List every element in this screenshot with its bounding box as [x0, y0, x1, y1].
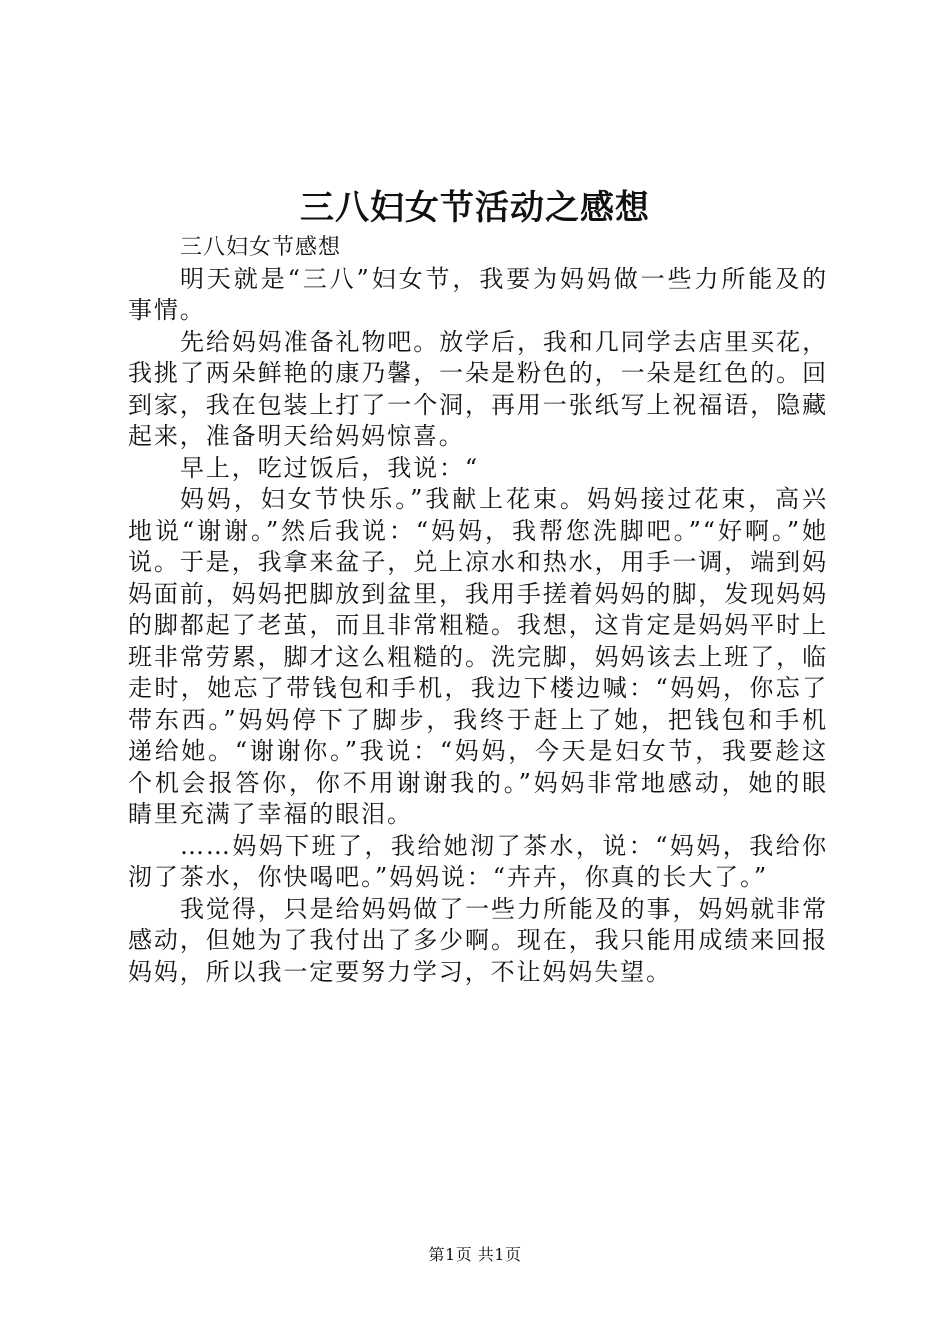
document-subtitle: 三八妇女节感想: [180, 235, 342, 260]
document-title: 三八妇女节活动之感想: [300, 188, 650, 228]
paragraph: 明天就是“三八”妇女节，我要为妈妈做一些力所能及的事情。: [128, 264, 828, 324]
paragraph: ……妈妈下班了，我给她沏了茶水，说：“妈妈，我给你沏了茶水，你快喝吧。”妈妈说：“卉卉，你真的长大了。”: [128, 831, 828, 891]
paragraph: 早上，吃过饭后，我说：“: [180, 453, 480, 482]
page-footer: 第1页 共1页: [428, 1245, 522, 1264]
paragraph: 我觉得，只是给妈妈做了一些力所能及的事，妈妈就非常感动，但她为了我付出了多少啊。现在，我只能用成绩来回报妈妈，所以我一定要努力学习，不让妈妈失望。: [128, 894, 828, 986]
paragraph: 先给妈妈准备礼物吧。放学后，我和几同学去店里买花，我挑了两朵鲜艳的康乃馨，一朵是粉色的，一朵是红色的。回到家，我在包装上打了一个洞，再用一张纸写上祝福语，隐藏起来，准备明天给妈妈惊喜。: [128, 327, 828, 450]
document-body: [128, 232, 828, 988]
paragraph: 妈妈，妇女节快乐。”我献上花束。妈妈接过花束，高兴地说“谢谢。”然后我说：“妈妈，我帮您洗脚吧。”“好啊。”她说。于是，我拿来盆子，兑上凉水和热水，用手一调，端到妈妈面前，妈妈把脚放到盆里，我用手搓着妈妈的脚，发现妈妈的脚都起了老茧，而且非常粗糙。我想，这肯定是妈妈平时上班非常劳累，脚才这么粗糙的。洗完脚，妈妈该去上班了，临走时，她忘了带钱包和手机，我边下楼边喊：“妈妈，你忘了带东西。”妈妈停下了脚步，我终于赶上了她，把钱包和手机递给她。“谢谢你。”我说：“妈妈，今天是妇女节，我要趁这个机会报答你，你不用谢谢我的。”妈妈非常地感动，她的眼睛里充满了幸福的眼泪。: [128, 485, 828, 828]
